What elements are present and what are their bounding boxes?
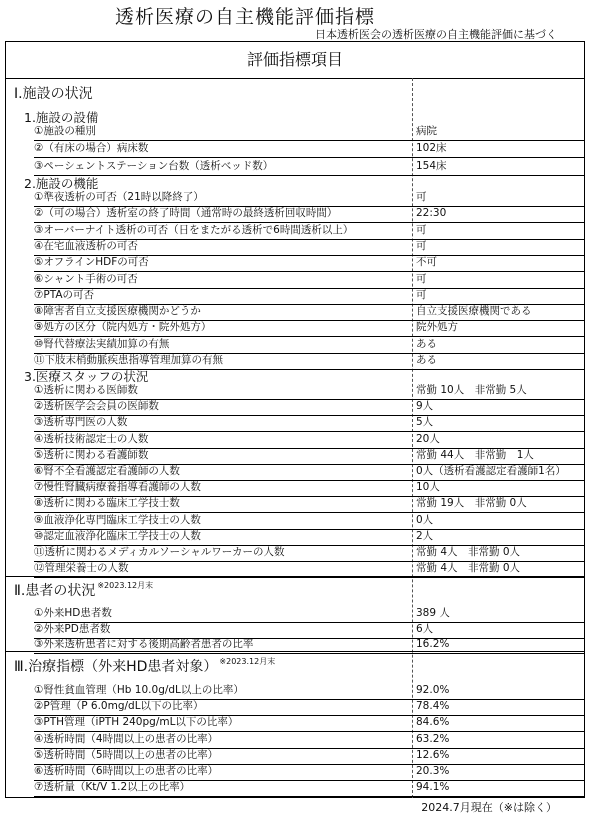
row-value: 94.1%: [416, 781, 450, 794]
row-label: ⑥シャント手術の可否: [34, 272, 138, 285]
row-label: ①外来HD患者数: [34, 607, 112, 619]
row-label: ①施設の種別: [34, 125, 96, 137]
row-value: 6人: [416, 622, 434, 635]
subsection-title: 1.施設の設備: [24, 110, 99, 125]
row-value: 常勤 4人 非常勤 0人: [416, 546, 521, 558]
section-title-text: Ⅲ.治療指標（外来HD患者対象）: [14, 659, 218, 675]
section-note: ※2023.12月末: [219, 657, 276, 666]
row-label: ③透析専門医の人数: [34, 416, 128, 429]
row-label: ⑪透析に関わるメディカルソーシャルワーカーの人数: [34, 546, 285, 558]
row-value: 可: [416, 272, 427, 285]
row-label: ②透析医学会会員の医師数: [34, 400, 159, 413]
section-divider: [6, 576, 584, 577]
row-value: 154床: [416, 159, 447, 172]
row-value: 78.4%: [416, 700, 450, 713]
row-label: ④在宅血液透析の可否: [34, 239, 138, 252]
row-label: ⑦慢性腎臓病療養指導看護師の人数: [34, 481, 201, 494]
section-note: ※2023.12月末: [97, 581, 154, 590]
row-label: ③オーバーナイト透析の可否（日をまたがる透析で6時間透析以上）: [34, 223, 354, 236]
table-row: [34, 319, 584, 337]
row-label: ④透析時間（4時間以上の患者の比率）: [34, 732, 219, 745]
row-label: ③ペーシェントステーション台数（透析ベッド数）: [34, 159, 274, 172]
table-row: [34, 205, 584, 223]
row-value: 12.6%: [416, 748, 450, 761]
row-value: ある: [416, 337, 437, 350]
row-value: 389 人: [416, 607, 450, 619]
row-label: ⑦PTAの可否: [34, 288, 95, 301]
document-title: 透析医療の自主機能評価指標: [114, 6, 375, 28]
row-value: ある: [416, 354, 437, 366]
section-title: Ⅰ.施設の状況: [14, 86, 93, 102]
row-value: 可: [416, 239, 427, 252]
row-value: 9人: [416, 400, 434, 413]
row-value: 0人: [416, 513, 434, 526]
indicator-table: [5, 41, 585, 798]
row-label: ②外来PD患者数: [34, 622, 111, 635]
row-label: ①準夜透析の可否（21時以降終了）: [34, 191, 204, 203]
section-divider: [6, 651, 584, 652]
row-value: 10人: [416, 481, 440, 494]
row-value: 102床: [416, 142, 447, 155]
table-row: [34, 779, 584, 797]
row-value: 可: [416, 191, 427, 203]
section-title: [14, 656, 275, 676]
table-row: [34, 123, 584, 141]
row-value: 可: [416, 223, 427, 236]
row-label: ⑥透析時間（6時間以上の患者の比率）: [34, 765, 219, 777]
row-value: 20人: [416, 432, 440, 445]
table-row: [34, 303, 584, 321]
row-label: ⑥腎不全看護認定看護師の人数: [34, 465, 180, 477]
table-row: [34, 238, 584, 256]
row-value: 84.6%: [416, 716, 450, 729]
table-row: [34, 287, 584, 305]
row-label: ⑨血液浄化専門臨床工学技士の人数: [34, 513, 201, 526]
row-value: 16.2%: [416, 638, 450, 650]
row-value: 常勤 4人 非常勤 0人: [416, 562, 521, 575]
row-label: ⑤透析に関わる看護師数: [34, 448, 149, 461]
row-label: ②（有床の場合）病床数: [34, 142, 149, 155]
row-value: 病院: [416, 125, 437, 137]
section-title: [14, 580, 153, 600]
subsection-title: 2.施設の機能: [24, 176, 99, 191]
row-value: 2人: [416, 529, 434, 542]
table-row: [34, 140, 584, 158]
row-value: 92.0%: [416, 684, 450, 696]
table-row: [34, 222, 584, 240]
table-row: [34, 254, 584, 272]
row-label: ②（可の場合）透析室の終了時間（通常時の最終透析回収時間）: [34, 207, 338, 220]
table-row: [34, 336, 584, 354]
row-value: 0人（透析看護認定看護師1名）: [416, 465, 566, 477]
table-row: [34, 158, 584, 176]
row-label: ⑫管理栄養士の人数: [34, 562, 129, 575]
row-value: 院外処方: [416, 321, 458, 334]
row-label: ⑪下肢末梢動脈疾患指導管理加算の有無: [34, 354, 223, 366]
row-label: ①腎性貧血管理（Hb 10.0g/dL以上の比率）: [34, 684, 244, 696]
row-value: 63.2%: [416, 732, 450, 745]
row-label: ⑨処方の区分（院内処方・院外処方）: [34, 321, 212, 334]
row-value: 自立支援医療機関である: [416, 305, 532, 318]
row-label: ⑤オフラインHDFの可否: [34, 256, 149, 269]
row-label: ④透析技術認定士の人数: [34, 432, 149, 445]
section-title-text: Ⅱ.患者の状況: [14, 583, 96, 599]
row-value: 5人: [416, 416, 434, 429]
row-label: ①透析に関わる医師数: [34, 384, 138, 396]
row-label: ⑩腎代替療法実績加算の有無: [34, 337, 170, 350]
row-value: 不可: [416, 256, 437, 269]
row-value: 常勤 19人 非常勤 0人: [416, 497, 527, 510]
row-label: ⑦透析量（Kt/V 1.2以上の比率）: [34, 781, 191, 794]
subsection-title: 3.医療スタッフの状況: [24, 369, 149, 384]
footer-date: 2024.7月現在（※は除く）: [421, 801, 557, 814]
row-label: ③PTH管理（iPTH 240pg/mL以下の比率）: [34, 716, 239, 729]
table-row: [34, 271, 584, 289]
row-label: ③外来透析患者に対する後期高齢者患者の比率: [34, 638, 254, 650]
row-label: ⑩認定血液浄化臨床工学技士の人数: [34, 529, 201, 542]
row-label: ②P管理（P 6.0mg/dL以下の比率）: [34, 700, 204, 713]
row-value: 可: [416, 288, 427, 301]
row-value: 20.3%: [416, 765, 450, 777]
row-value: 常勤 10人 非常勤 5人: [416, 384, 527, 396]
table-row: [34, 189, 584, 207]
document-subtitle: 日本透析医会の透析医療の自主機能評価に基づく: [315, 28, 557, 41]
table-header: 評価指標項目: [6, 42, 584, 79]
row-label: ⑧障害者自立支援医療機関かどうか: [34, 305, 201, 318]
row-label: ⑧透析に関わる臨床工学技士数: [34, 497, 180, 510]
row-label: ⑤透析時間（5時間以上の患者の比率）: [34, 748, 219, 761]
row-value: 常勤 44人 非常勤 1人: [416, 448, 534, 461]
row-value: 22:30: [416, 207, 447, 220]
